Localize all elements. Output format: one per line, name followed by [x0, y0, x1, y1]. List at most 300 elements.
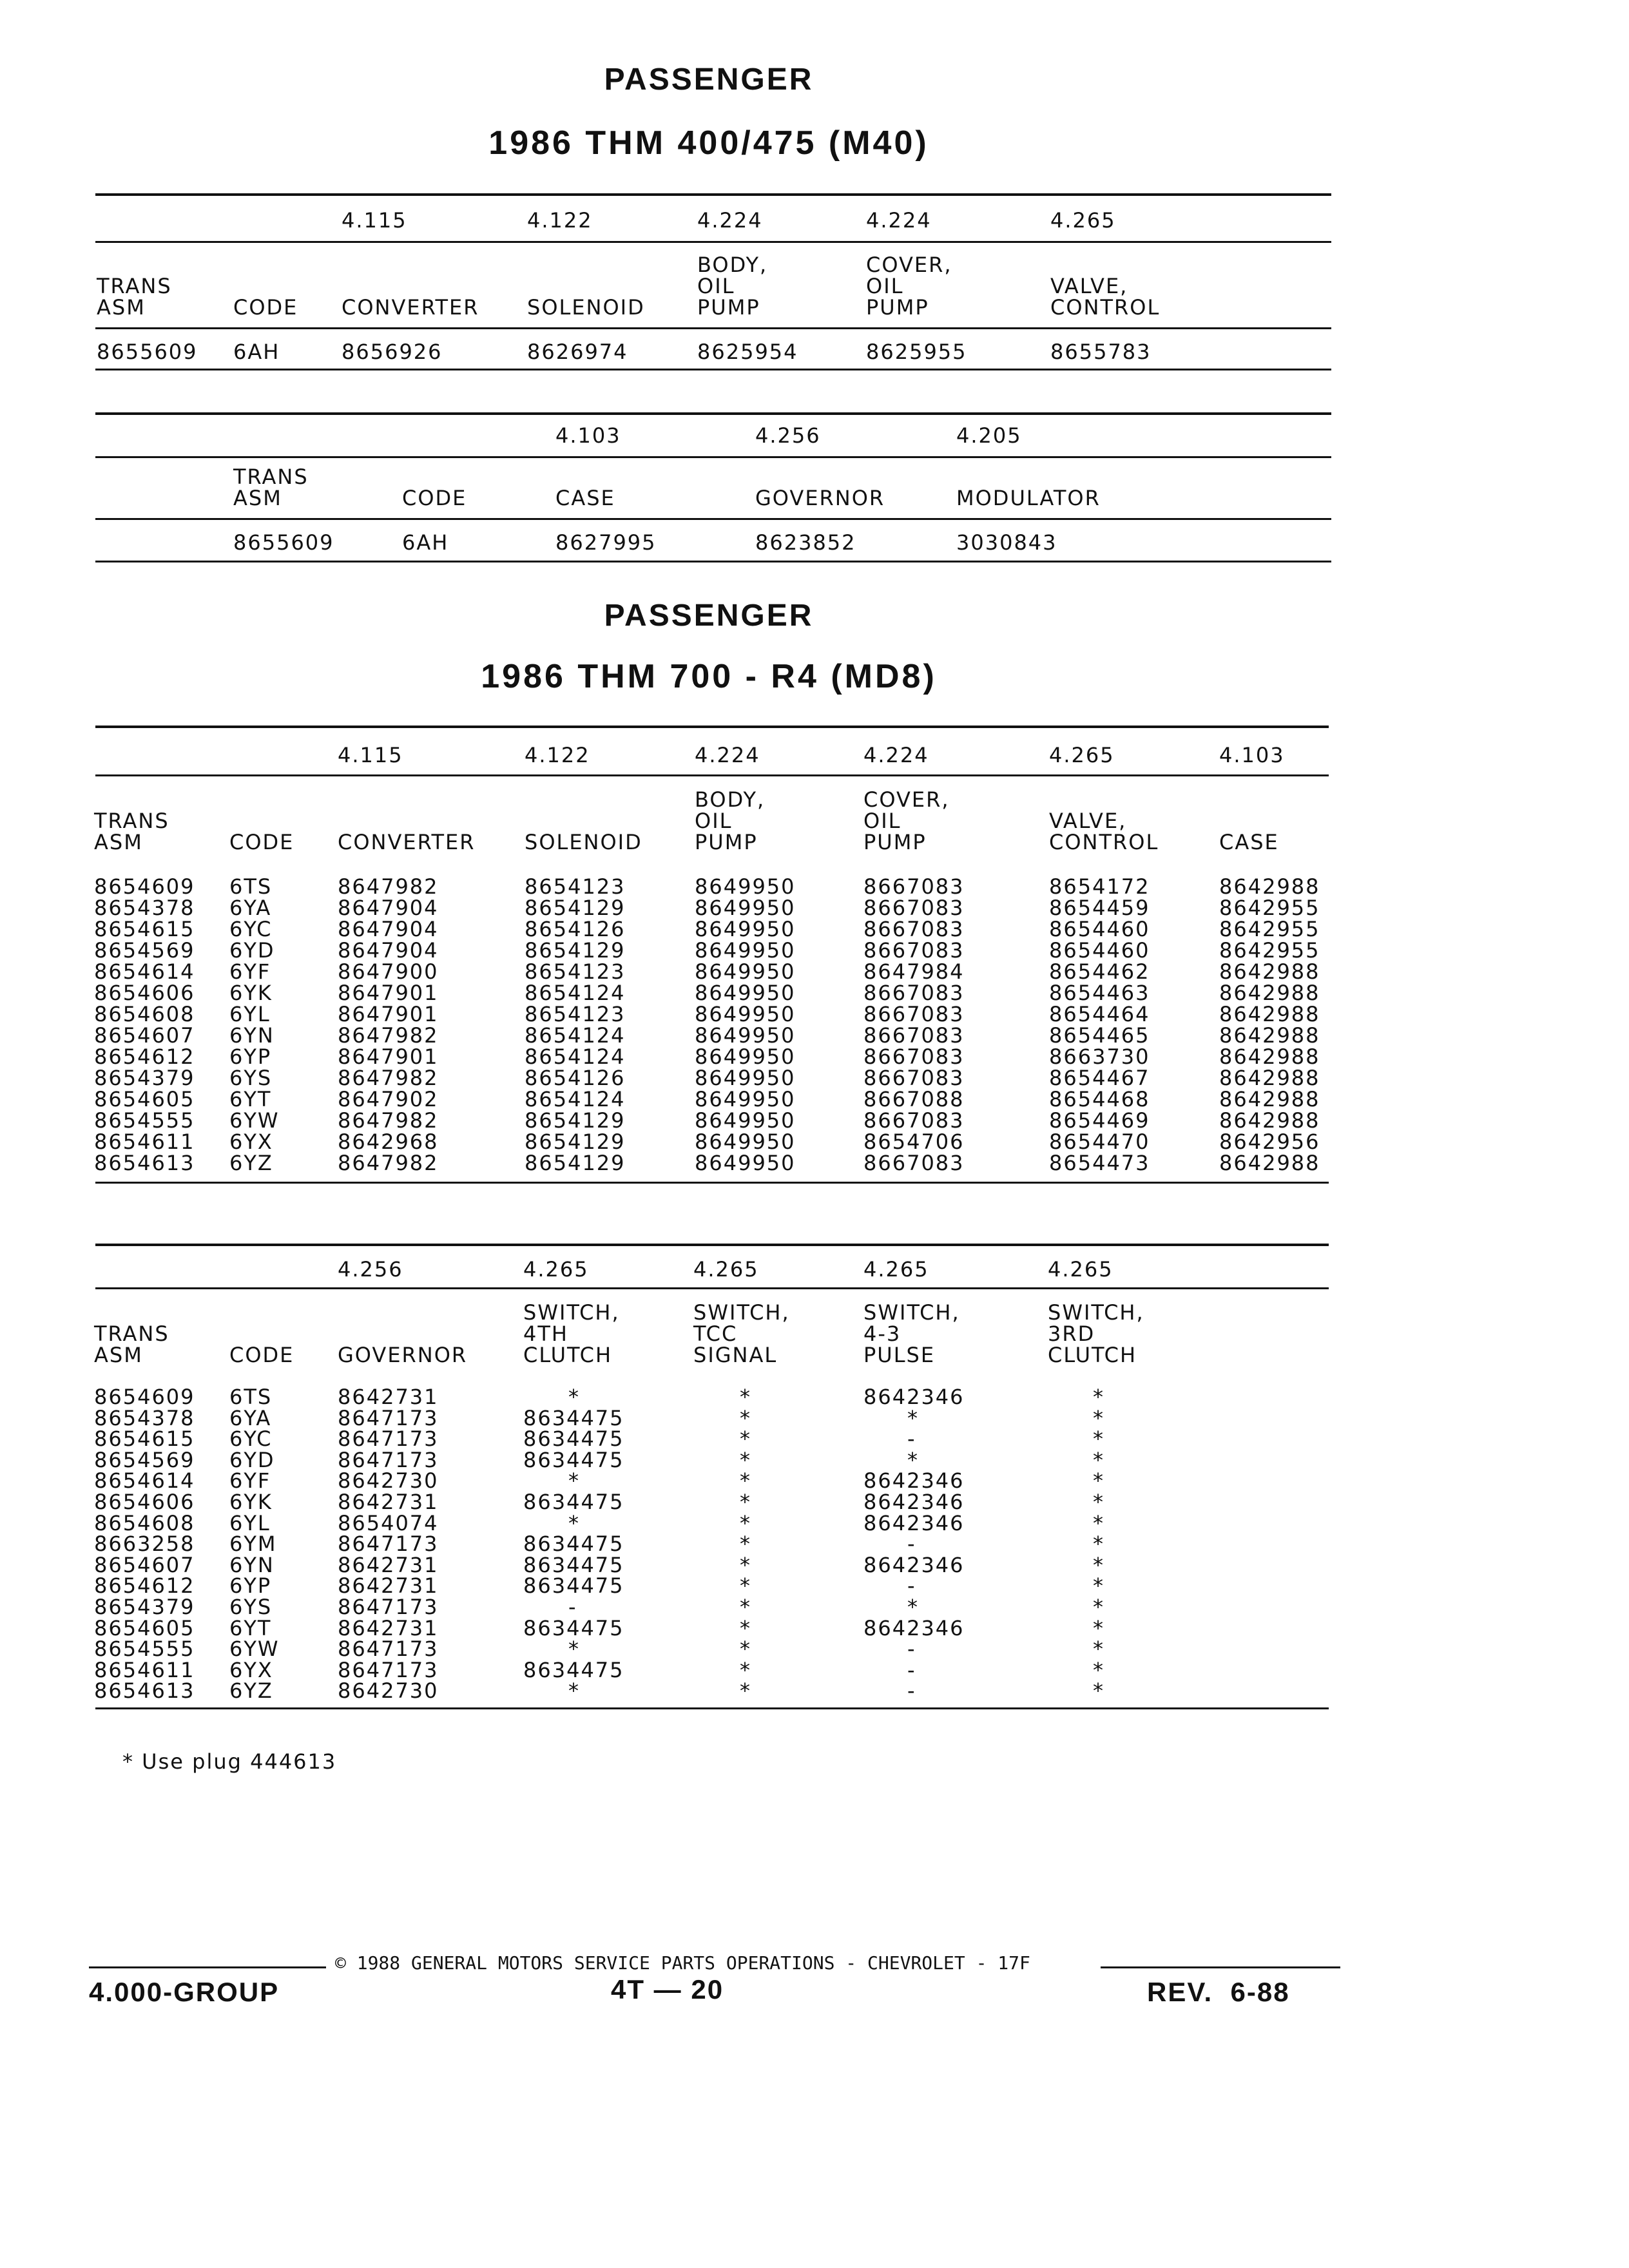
table-cell: * — [1093, 1595, 1104, 1619]
table-cell: 8642988 — [1219, 1108, 1320, 1133]
table-cell: 8634475 — [523, 1427, 624, 1452]
table-rule — [95, 193, 1331, 196]
table-rule — [95, 561, 1331, 562]
table-cell: 8647982 — [338, 1023, 439, 1048]
table-cell: 8654555 — [94, 1637, 195, 1662]
table-cell: 8634475 — [523, 1532, 624, 1557]
table-cell: - — [907, 1573, 916, 1599]
table-cell: 8654124 — [525, 981, 626, 1005]
table-cell: * — [1093, 1385, 1104, 1409]
table-cell: 8654469 — [1049, 1108, 1150, 1133]
table-cell: 8642988 — [1219, 1044, 1320, 1069]
table-cell: 8654463 — [1049, 981, 1150, 1005]
footer-rule-left — [89, 1966, 326, 1968]
table-rule — [95, 241, 1331, 243]
table-cell: 8654611 — [94, 1657, 195, 1682]
table-cell: 8667083 — [863, 1044, 965, 1069]
table-cell: 8634475 — [523, 1447, 624, 1472]
table-cell: 8656926 — [342, 340, 443, 364]
table-cell: 8642955 — [1219, 938, 1320, 963]
group-number: 4.265 — [693, 1257, 759, 1282]
table-cell: 6YP — [229, 1573, 272, 1599]
table-cell: 8654470 — [1049, 1129, 1150, 1154]
group-number: 4.103 — [555, 423, 621, 448]
table-cell: 8654379 — [94, 1066, 195, 1090]
table-cell: 8649950 — [695, 1129, 796, 1154]
table-cell: 8654126 — [525, 1066, 626, 1090]
group-number: 4.224 — [863, 743, 929, 767]
table-cell: 8647902 — [338, 1087, 439, 1111]
table-cell: 8634475 — [523, 1405, 624, 1430]
section2-heading: PASSENGER — [604, 599, 814, 633]
column-header: VALVE, CONTROL — [1049, 809, 1159, 854]
table-cell: - — [907, 1637, 916, 1662]
table-cell: * — [740, 1615, 751, 1640]
table-cell: 8654607 — [94, 1552, 195, 1577]
table-cell: 8654124 — [525, 1044, 626, 1069]
table-cell: 8655609 — [97, 340, 198, 364]
group-number: 4.265 — [1048, 1257, 1113, 1282]
table-cell: 6YX — [229, 1657, 273, 1682]
table-cell: 8654460 — [1049, 938, 1150, 963]
table-cell: 8654615 — [94, 1427, 195, 1452]
table-cell: 8667083 — [863, 874, 965, 899]
table-cell: * — [740, 1405, 751, 1430]
table-cell: 8647173 — [338, 1657, 439, 1682]
table-cell: 8642988 — [1219, 1023, 1320, 1048]
table-cell: 8649950 — [695, 1023, 796, 1048]
table-cell: * — [907, 1447, 919, 1472]
table-cell: 8642968 — [338, 1129, 439, 1154]
column-header: TRANS ASM — [97, 274, 172, 320]
table-cell: 8642988 — [1219, 1066, 1320, 1090]
column-header: BODY, OIL PUMP — [697, 253, 768, 320]
table-cell: 8655609 — [233, 530, 334, 555]
column-header: GOVERNOR — [338, 1343, 468, 1367]
table-cell: 6YZ — [229, 1151, 273, 1175]
table-cell: 6YC — [229, 917, 273, 941]
table-cell: 8647982 — [338, 1066, 439, 1090]
table-cell: 8634475 — [523, 1573, 624, 1599]
table-cell: 8654613 — [94, 1151, 195, 1175]
table-cell: * — [740, 1427, 751, 1452]
table-cell: 6YN — [229, 1552, 275, 1577]
table-cell: 8667083 — [863, 1151, 965, 1175]
table-cell: 8667088 — [863, 1087, 965, 1111]
table-cell: 8634475 — [523, 1615, 624, 1640]
table-cell: 8654129 — [525, 938, 626, 963]
table-cell: 8647904 — [338, 917, 439, 941]
table-cell: 6YT — [229, 1087, 272, 1111]
table-cell: 8642346 — [863, 1615, 965, 1640]
table-cell: 8647901 — [338, 1002, 439, 1026]
table-cell: 8654615 — [94, 917, 195, 941]
table-cell: 6YN — [229, 1023, 275, 1048]
table-cell: 8654605 — [94, 1615, 195, 1640]
table-cell: 8642730 — [338, 1678, 439, 1704]
group-number: 4.115 — [338, 743, 403, 767]
table-cell: 8647984 — [863, 959, 965, 984]
table-cell: 8649950 — [695, 1044, 796, 1069]
table-cell: 8667083 — [863, 917, 965, 941]
table-cell: 6YL — [229, 1510, 271, 1535]
table-cell: 8647982 — [338, 1108, 439, 1133]
group-number: 4.224 — [697, 208, 763, 233]
table-cell: * — [740, 1532, 751, 1557]
table-cell: 6YA — [229, 896, 272, 920]
column-header: TRANS ASM — [233, 465, 309, 510]
table-rule — [95, 1287, 1329, 1289]
table-cell: 8642731 — [338, 1615, 439, 1640]
table-cell: 6YD — [229, 1447, 275, 1472]
group-number: 4.265 — [523, 1257, 589, 1282]
table-cell: 6YK — [229, 981, 273, 1005]
table-cell: 8647904 — [338, 938, 439, 963]
table-cell: * — [1093, 1552, 1104, 1577]
column-header: SOLENOID — [525, 830, 642, 854]
footnote: * Use plug 444613 — [122, 1749, 337, 1774]
table-cell: 8647173 — [338, 1447, 439, 1472]
table-cell: 3030843 — [956, 530, 1057, 555]
table-cell: 8654613 — [94, 1678, 195, 1704]
group-number: 4.122 — [525, 743, 590, 767]
table-cell: 8649950 — [695, 1151, 796, 1175]
column-header: SWITCH, 4-3 PULSE — [863, 1300, 960, 1367]
table-cell: 8654607 — [94, 1023, 195, 1048]
table-cell: 8654612 — [94, 1573, 195, 1599]
table-cell: 8649950 — [695, 1087, 796, 1111]
table-cell: 8654569 — [94, 1447, 195, 1472]
table-cell: 8647901 — [338, 981, 439, 1005]
table-cell: 6YT — [229, 1615, 272, 1640]
column-header: COVER, OIL PUMP — [863, 787, 950, 854]
table-cell: 8654609 — [94, 1385, 195, 1409]
table-rule — [95, 1182, 1329, 1184]
table-cell: 8647173 — [338, 1405, 439, 1430]
table-cell: * — [1093, 1427, 1104, 1452]
table-cell: 6YF — [229, 1468, 271, 1494]
column-header: MODULATOR — [956, 486, 1101, 510]
table-cell: 8642988 — [1219, 959, 1320, 984]
table-cell: 8649950 — [695, 981, 796, 1005]
table-cell: 8625954 — [697, 340, 798, 364]
table-cell: 6YP — [229, 1044, 272, 1069]
table-cell: 6YZ — [229, 1678, 273, 1704]
table-cell: 8654123 — [525, 874, 626, 899]
table-cell: * — [1093, 1510, 1104, 1535]
table-cell: 8667083 — [863, 938, 965, 963]
group-number: 4.265 — [863, 1257, 929, 1282]
table-cell: 8667083 — [863, 1066, 965, 1090]
table-cell: 8654379 — [94, 1595, 195, 1619]
table-cell: 6YS — [229, 1595, 273, 1619]
column-header: CODE — [233, 295, 298, 320]
table-rule — [95, 1244, 1329, 1246]
table-cell: 8654555 — [94, 1108, 195, 1133]
table-cell: 8647173 — [338, 1595, 439, 1619]
table-cell: 8649950 — [695, 1002, 796, 1026]
table-cell: - — [907, 1657, 916, 1682]
table-cell: 8649950 — [695, 959, 796, 984]
footer-copyright: © 1988 GENERAL MOTORS SERVICE PARTS OPERATIONS - CHEVROLET - 17F — [335, 1952, 1030, 1974]
table-cell: 8642988 — [1219, 1087, 1320, 1111]
column-header: CODE — [229, 830, 294, 854]
table-rule — [95, 456, 1331, 458]
table-cell: 6YL — [229, 1002, 271, 1026]
table-cell: 8654569 — [94, 938, 195, 963]
table-cell: 8654605 — [94, 1087, 195, 1111]
table-cell: 8654609 — [94, 874, 195, 899]
table-cell: * — [568, 1468, 580, 1494]
table-cell: 6TS — [229, 1385, 273, 1409]
table-cell: 8647173 — [338, 1427, 439, 1452]
table-cell: 8642731 — [338, 1385, 439, 1409]
table-cell: 8654129 — [525, 1129, 626, 1154]
table-cell: 8642730 — [338, 1468, 439, 1494]
table-rule — [95, 327, 1331, 329]
table-cell: 6YK — [229, 1490, 273, 1514]
group-number: 4.224 — [695, 743, 760, 767]
table-cell: 8654467 — [1049, 1066, 1150, 1090]
table-cell: 8649950 — [695, 917, 796, 941]
table-cell: * — [568, 1385, 580, 1409]
table-cell: 8654124 — [525, 1023, 626, 1048]
table-cell: * — [568, 1637, 580, 1662]
table-cell: 8654123 — [525, 1002, 626, 1026]
table-cell: 8627995 — [555, 530, 657, 555]
table-rule — [95, 1707, 1329, 1709]
table-cell: 8663730 — [1049, 1044, 1150, 1069]
table-cell: * — [740, 1657, 751, 1682]
table-cell: 8655783 — [1050, 340, 1152, 364]
table-cell: * — [1093, 1678, 1104, 1704]
group-number: 4.265 — [1049, 743, 1115, 767]
table-cell: 8647901 — [338, 1044, 439, 1069]
table-cell: 8654465 — [1049, 1023, 1150, 1048]
table-cell: * — [740, 1510, 751, 1535]
table-cell: 8654468 — [1049, 1087, 1150, 1111]
table-cell: 8634475 — [523, 1657, 624, 1682]
table-cell: 6AH — [402, 530, 449, 555]
table-cell: 8654608 — [94, 1510, 195, 1535]
table-rule — [95, 412, 1331, 415]
table-cell: 8654462 — [1049, 959, 1150, 984]
table-cell: * — [907, 1595, 919, 1619]
table-cell: 8654126 — [525, 917, 626, 941]
table-cell: 8667083 — [863, 896, 965, 920]
table-cell: 6YM — [229, 1532, 277, 1557]
table-cell: 6YS — [229, 1066, 273, 1090]
table-cell: 8654706 — [863, 1129, 965, 1154]
table-cell: 8647900 — [338, 959, 439, 984]
column-header: CODE — [229, 1343, 294, 1367]
group-number: 4.224 — [866, 208, 932, 233]
table-cell: * — [740, 1490, 751, 1514]
column-header: TRANS ASM — [94, 809, 169, 854]
table-cell: 8654614 — [94, 1468, 195, 1494]
table-rule — [95, 726, 1329, 728]
table-cell: 8654378 — [94, 896, 195, 920]
footer-revision: REV. 6-88 — [1147, 1977, 1290, 2007]
table-cell: 8654459 — [1049, 896, 1150, 920]
table-cell: 8654074 — [338, 1510, 439, 1535]
table-cell: - — [907, 1532, 916, 1557]
table-cell: 8649950 — [695, 1066, 796, 1090]
table-cell: 8654612 — [94, 1044, 195, 1069]
table-cell: 8667083 — [863, 1108, 965, 1133]
table-cell: * — [740, 1573, 751, 1599]
table-cell: 8654124 — [525, 1087, 626, 1111]
table-cell: 8647904 — [338, 896, 439, 920]
table-cell: 8642346 — [863, 1552, 965, 1577]
table-cell: 8667083 — [863, 981, 965, 1005]
table-cell: 6YC — [229, 1427, 273, 1452]
table-cell: 8647173 — [338, 1532, 439, 1557]
table-cell: 8642988 — [1219, 874, 1320, 899]
table-cell: * — [740, 1595, 751, 1619]
column-header: CASE — [555, 486, 615, 510]
table-cell: 8634475 — [523, 1552, 624, 1577]
table-cell: 8626974 — [527, 340, 628, 364]
table-cell: 6TS — [229, 874, 273, 899]
table-cell: 6AH — [233, 340, 280, 364]
table-cell: 8654129 — [525, 1108, 626, 1133]
table-cell: 8667083 — [863, 1023, 965, 1048]
group-number: 4.115 — [342, 208, 407, 233]
table-cell: 8642956 — [1219, 1129, 1320, 1154]
table-rule — [95, 774, 1329, 776]
table-cell: * — [1093, 1447, 1104, 1472]
table-cell: 8654129 — [525, 896, 626, 920]
table-cell: 6YD — [229, 938, 275, 963]
table-cell: 8654172 — [1049, 874, 1150, 899]
table-cell: 8642988 — [1219, 1002, 1320, 1026]
table-cell: * — [1093, 1468, 1104, 1494]
table-cell: 8642731 — [338, 1573, 439, 1599]
table-cell: * — [740, 1552, 751, 1577]
footer-page-number: 4T — 20 — [611, 1974, 724, 2004]
table-cell: 8642988 — [1219, 1151, 1320, 1175]
table-cell: 8634475 — [523, 1490, 624, 1514]
table-cell: 8663258 — [94, 1532, 195, 1557]
group-number: 4.122 — [527, 208, 593, 233]
table-cell: - — [568, 1595, 577, 1619]
group-number: 4.103 — [1219, 743, 1285, 767]
column-header: TRANS ASM — [94, 1321, 169, 1367]
table-cell: * — [1093, 1573, 1104, 1599]
table-cell: - — [907, 1678, 916, 1704]
column-header: SWITCH, 4TH CLUTCH — [523, 1300, 620, 1367]
table-cell: 8654614 — [94, 959, 195, 984]
column-header: SWITCH, 3RD CLUTCH — [1048, 1300, 1144, 1367]
table-cell: 8667083 — [863, 1002, 965, 1026]
section2-subheading: 1986 THM 700 - R4 (MD8) — [481, 658, 937, 695]
table-rule — [95, 369, 1331, 370]
table-cell: * — [1093, 1657, 1104, 1682]
table-cell: 8642346 — [863, 1490, 965, 1514]
table-cell: * — [907, 1405, 919, 1430]
table-cell: 8649950 — [695, 874, 796, 899]
table-cell: 8642988 — [1219, 981, 1320, 1005]
table-cell: * — [568, 1678, 580, 1704]
column-header: CONVERTER — [338, 830, 476, 854]
column-header: SOLENOID — [527, 295, 645, 320]
group-number: 4.256 — [338, 1257, 403, 1282]
table-cell: 8625955 — [866, 340, 967, 364]
table-cell: 8654473 — [1049, 1151, 1150, 1175]
footer-rule-right — [1101, 1966, 1340, 1968]
table-cell: 8654606 — [94, 981, 195, 1005]
table-cell: 6YA — [229, 1405, 272, 1430]
table-cell: 8654608 — [94, 1002, 195, 1026]
table-cell: 6YW — [229, 1637, 280, 1662]
column-header: SWITCH, TCC SIGNAL — [693, 1300, 790, 1367]
table-cell: * — [1093, 1532, 1104, 1557]
table-cell: 8647982 — [338, 1151, 439, 1175]
table-cell: 8654123 — [525, 959, 626, 984]
table-cell: * — [740, 1637, 751, 1662]
column-header: CODE — [402, 486, 467, 510]
table-cell: 8642346 — [863, 1468, 965, 1494]
table-cell: 8654606 — [94, 1490, 195, 1514]
group-number: 4.256 — [755, 423, 821, 448]
table-cell: * — [740, 1468, 751, 1494]
table-cell: * — [740, 1447, 751, 1472]
table-cell: * — [1093, 1615, 1104, 1640]
table-rule — [95, 518, 1331, 520]
table-cell: * — [1093, 1637, 1104, 1662]
table-cell: 8642731 — [338, 1552, 439, 1577]
group-number: 4.265 — [1050, 208, 1116, 233]
table-cell: 8647173 — [338, 1637, 439, 1662]
table-cell: 8649950 — [695, 896, 796, 920]
section1-heading: PASSENGER — [604, 62, 814, 97]
group-number: 4.205 — [956, 423, 1022, 448]
column-header: CONVERTER — [342, 295, 479, 320]
column-header: CASE — [1219, 830, 1279, 854]
table-cell: * — [1093, 1405, 1104, 1430]
section1-subheading: 1986 THM 400/475 (M40) — [488, 124, 929, 162]
table-cell: 8649950 — [695, 938, 796, 963]
footer-group: 4.000-GROUP — [89, 1977, 280, 2007]
table-cell: * — [568, 1510, 580, 1535]
table-cell: 8654460 — [1049, 917, 1150, 941]
column-header: COVER, OIL PUMP — [866, 253, 952, 320]
table-cell: 8642955 — [1219, 896, 1320, 920]
table-cell: - — [907, 1427, 916, 1452]
table-cell: * — [1093, 1490, 1104, 1514]
table-cell: 6YX — [229, 1129, 273, 1154]
table-cell: 8654378 — [94, 1405, 195, 1430]
column-header: VALVE, CONTROL — [1050, 274, 1161, 320]
column-header: GOVERNOR — [755, 486, 885, 510]
table-cell: 8649950 — [695, 1108, 796, 1133]
table-cell: * — [740, 1678, 751, 1704]
table-cell: 6YF — [229, 959, 271, 984]
table-cell: 8642731 — [338, 1490, 439, 1514]
column-header: BODY, OIL PUMP — [695, 787, 766, 854]
table-cell: 8642955 — [1219, 917, 1320, 941]
table-cell: 8654611 — [94, 1129, 195, 1154]
table-cell: 8642346 — [863, 1510, 965, 1535]
table-cell: 8623852 — [755, 530, 856, 555]
table-cell: 6YW — [229, 1108, 280, 1133]
table-cell: 8647982 — [338, 874, 439, 899]
table-cell: 8654464 — [1049, 1002, 1150, 1026]
table-cell: 8642346 — [863, 1385, 965, 1409]
table-cell: * — [740, 1385, 751, 1409]
table-cell: 8654129 — [525, 1151, 626, 1175]
